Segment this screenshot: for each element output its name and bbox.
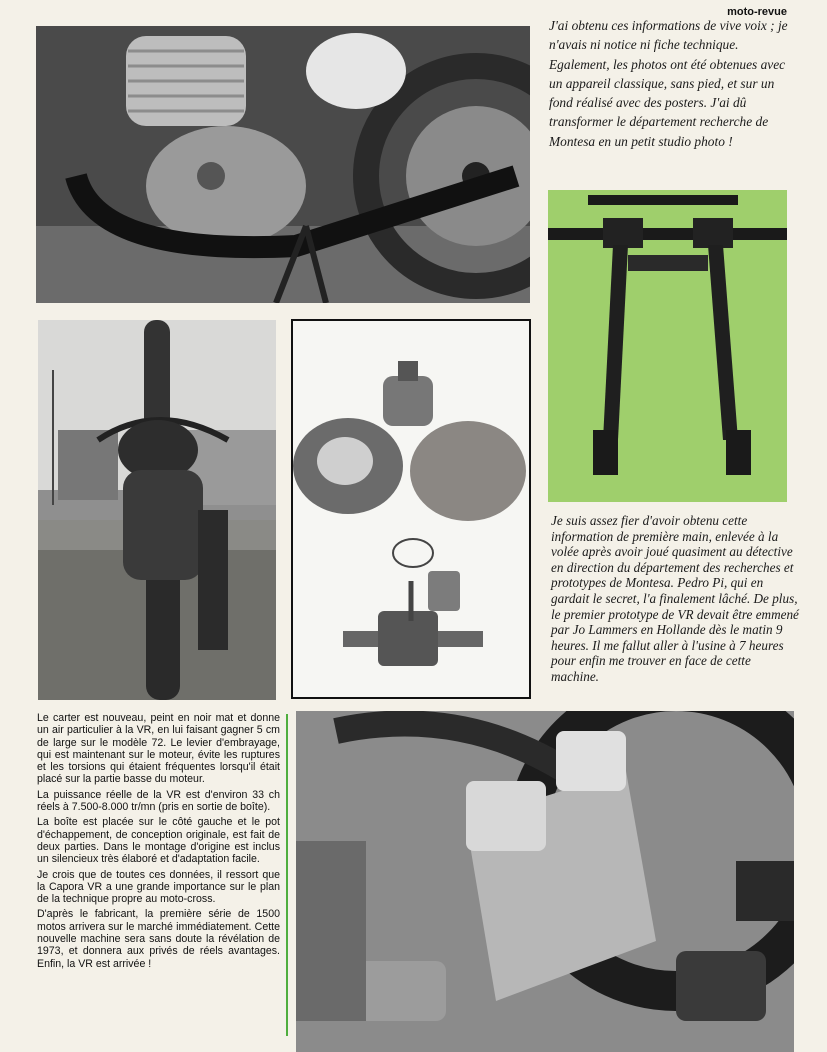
steering-clamp-photo: [296, 711, 794, 1052]
body-paragraph: D'après le fabricant, la première série de 1500 motos arrivera sur le marché immédiatement. Cette nouvelle machine sera sans doute la révélation de 1973, et donnera aux privés de réels avantages. Enfin, la VR est arrivée !: [37, 908, 280, 970]
quote-bottom-text: Je suis assez fier d'avoir obtenu cette information de première main, enlevée à la volée après avoir joué quasiment au détective en direction du département des recherches et prototypes de Montesa. Pedro Pi, qui en gardait le secret, l'a finalement lâché. De plus, le premier prototype de VR devait être emmené par Jo Lammers en Hollande dès le matin 9 heures. Il me fallut aller à l'usine à 7 heures pour enfin me trouver en face de cette machine.: [551, 513, 799, 684]
article-body: [37, 712, 280, 973]
masthead: moto-revue: [727, 6, 787, 18]
engine-parts-photo: [291, 319, 531, 699]
quote-top: [549, 16, 797, 151]
engine-photo: [36, 26, 530, 303]
body-paragraph: Je crois que de toutes ces données, il ressort que la Capora VR a une grande importance sur le plan de la technique propre au moto-cross.: [37, 868, 280, 906]
quote-bottom: [551, 513, 801, 685]
body-paragraph: La puissance réelle de la VR est d'environ 33 ch réels à 7.500-8.000 tr/mn (pris en sortie de boîte).: [37, 788, 280, 814]
quote-top-text: J'ai obtenu ces informations de vive voix ; je n'avais ni notice ni fiche technique. Egalement, les photos ont été obtenues avec un appareil classique, sans pied, et sur un fond réalisé avec des posters. J'ai dû transformer le département recherche de Montesa en un petit studio photo !: [549, 18, 788, 149]
swingarm-photo: [548, 190, 787, 502]
column-divider: [286, 714, 288, 1036]
body-paragraph: La boîte est placée sur le côté gauche et le pot d'échappement, de conception originale, est fait de deux parties. Dans le montage d'origine est inclus un silencieux très élaboré et d'adaptation facile.: [37, 816, 280, 866]
rider-photo: [38, 320, 276, 700]
body-paragraph: Le carter est nouveau, peint en noir mat et donne un air particulier à la VR, en lui faisant gagner 5 cm de large sur le modèle 72. Le levier d'embrayage, qui est maintenant sur le moteur, évite les ruptures et les torsions qui étaient fréquentes lorsqu'il était placé sur la partie basse du moteur.: [37, 712, 280, 786]
